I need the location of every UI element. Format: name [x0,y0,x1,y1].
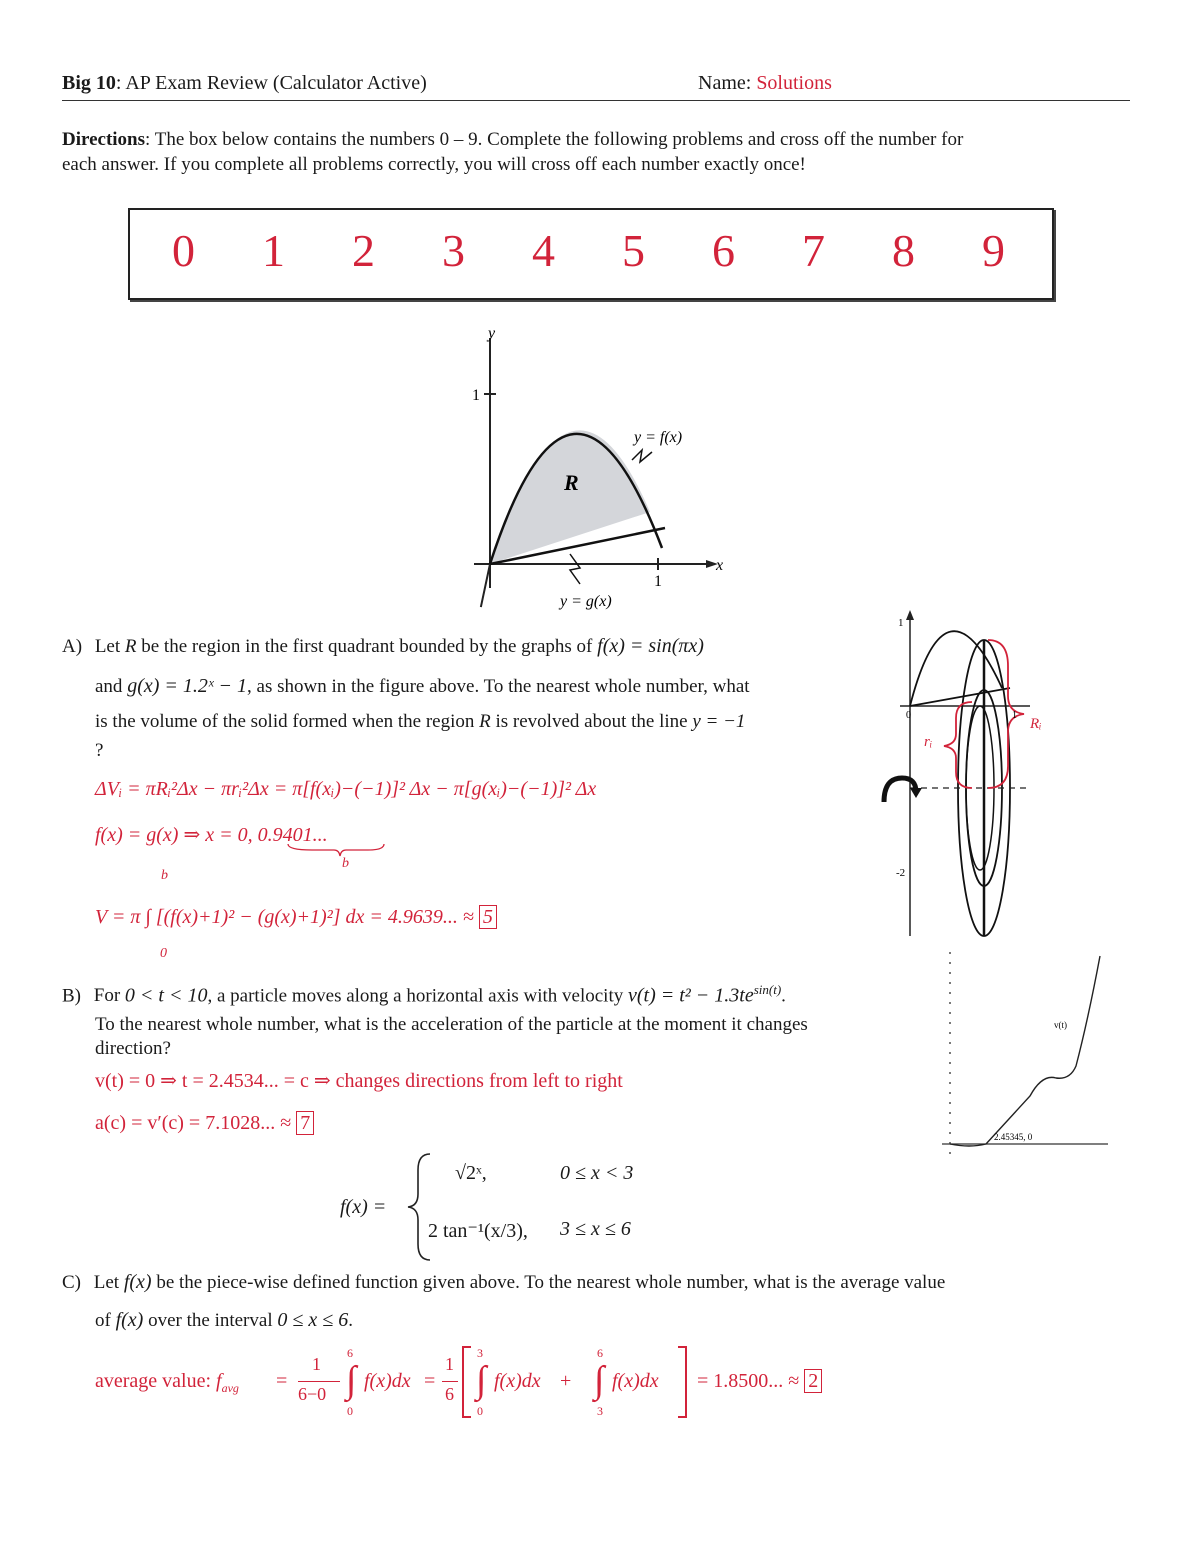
answer-a-box: 5 [479,905,497,929]
box-number: 2 [352,225,375,276]
piecewise-brace [404,1150,434,1264]
piecewise-cond2: 3 ≤ x ≤ 6 [560,1218,631,1240]
problem-b-line3: direction? [95,1038,171,1059]
int2-lower: 0 [477,1404,483,1418]
int3-upper: 6 [597,1346,603,1360]
solution-b-step1: v(t) = 0 ⇒ t = 2.4534... = c ⇒ changes directions from left to right [95,1070,623,1092]
page-header [62,72,1130,101]
box-number: 8 [892,225,915,276]
solution-c-eq2: = [424,1370,436,1392]
y-axis-tail [481,564,490,607]
integral-a-upper: b [161,868,168,883]
label-f: y = f(x) [634,429,683,446]
integral-a-lower: 0 [160,946,167,961]
integrand-3: f(x)dx [612,1370,659,1392]
piecewise-piece2: 2 tan⁻¹(x/3), [428,1220,528,1242]
x-tick-label: 1 [654,573,662,590]
pointer-g [570,554,580,584]
problem-c-line2: of f(x) over the interval 0 ≤ x ≤ 6. [95,1309,353,1331]
int3-lower: 3 [597,1404,603,1418]
box-number: 0 [172,225,195,276]
solution-c-result: = 1.8500... ≈ 2 [697,1370,822,1393]
y-axis-label: y [488,325,496,342]
int2-upper: 3 [477,1346,483,1360]
frac2-num: 1 [445,1354,454,1374]
piecewise-cond1: 0 ≤ x < 3 [560,1162,634,1184]
velocity-curve-label: v(t) [1054,1020,1067,1030]
box-number: 7 [802,225,825,276]
frac2-bar [442,1381,458,1382]
y-tick-label: 1 [472,387,480,404]
label-ri: rᵢ [924,734,933,750]
solution-a-step3: V = π ∫ [(f(x)+1)² − (g(x)+1)²] dx = 4.9639... ≈ 5 [95,906,497,929]
plus-sign: + [560,1370,572,1392]
integrand-2: f(x)dx [494,1370,541,1392]
region-r-shading [490,430,650,564]
solution-c-eq1: = [276,1370,288,1392]
washer-tick-1: 1 [898,617,904,629]
name-value: Solutions [756,72,832,94]
region-figure [440,318,740,618]
frac1-num: 1 [312,1354,321,1374]
box-number: 9 [982,225,1005,276]
integral-sign: ∫ [594,1359,605,1401]
answer-number-box [128,208,1054,300]
bracket-right [678,1346,687,1418]
frac1-bar [298,1381,340,1382]
problem-b: B) For 0 < t < 10, a particle moves along a horizontal axis with velocity $v(t) = t^2 - 1.3te^{sin(t)}$. [62,982,786,1007]
box-number: 4 [532,225,555,276]
integrand-1: f(x)dx [364,1370,411,1392]
frac2-den: 6 [445,1384,454,1404]
directions: Directions: The box below contains the numbers 0 – 9. Complete the following problems and cross off the number for each answer. If you complete all problems correctly, you will cross off each number exactly once! [62,129,964,175]
label-region: R [564,470,579,495]
problem-a-line4: ? [95,740,104,761]
int1-lower: 0 [347,1404,353,1418]
integral-sign: ∫ [476,1359,487,1401]
x-axis-label: x [716,557,724,574]
box-number: 3 [442,225,465,276]
underbrace-b [284,842,394,858]
box-number: 5 [622,225,645,276]
washer-tick-neg2: -2 [896,867,906,879]
washer-tick-0: 0 [906,710,911,721]
problem-b-line2: To the nearest whole number, what is the acceleration of the particle at the moment it changes [95,1014,808,1035]
piecewise-lhs: f(x) = [340,1196,387,1218]
solution-a-step1: ΔVᵢ = πRᵢ²Δx − πrᵢ²Δx = π[f(xᵢ)−(−1)]² Δx − π[g(xᵢ)−(−1)]² Δx [95,778,597,800]
bracket-left [462,1346,471,1418]
frac1-den: 6−0 [298,1384,327,1404]
washer-tick-x1: 1 [1012,710,1017,721]
problem-a-line2: and g(x) = 1.2ˣ − 1, as shown in the figure above. To the nearest whole number, what [95,675,750,697]
integral-sign: ∫ [346,1359,357,1401]
label-g: y = g(x) [560,593,612,610]
problem-a-line3: is the volume of the solid formed when the region R is revolved about the line y = −1 [95,711,746,732]
problem-a: A) Let R be the region in the first quadrant bounded by the graphs of f(x) = sin(πx) [62,635,704,657]
solution-c: average value: $f_{avg}$ [95,1370,239,1395]
box-number: 1 [262,225,285,276]
piecewise-piece1: √2ˣ, [455,1162,487,1184]
worksheet-title: Big 10: AP Exam Review (Calculator Active) [62,72,427,94]
washer-figure [880,606,1090,946]
int1-upper: 6 [347,1346,353,1360]
answer-b-box: 7 [296,1111,314,1135]
problem-c: C) Let f(x) be the piece-wise defined function given above. To the nearest whole number, what is the average value [62,1271,946,1293]
underbrace-label: b [342,856,349,871]
velocity-curve [950,956,1100,1146]
solution-b-step2: a(c) = v′(c) = 7.1028... ≈ 7 [95,1112,314,1135]
box-number: 6 [712,225,735,276]
velocity-figure [930,946,1120,1166]
label-Ri: Rᵢ [1030,716,1042,732]
answer-c-box: 2 [804,1369,822,1393]
pointer-f [632,450,652,462]
name-field: Name: Solutions [698,72,832,94]
solution-a-step2: f(x) = g(x) ⇒ x = 0, 0.9401... [95,824,328,846]
velocity-zero-label: 2.45345, 0 [994,1132,1033,1142]
